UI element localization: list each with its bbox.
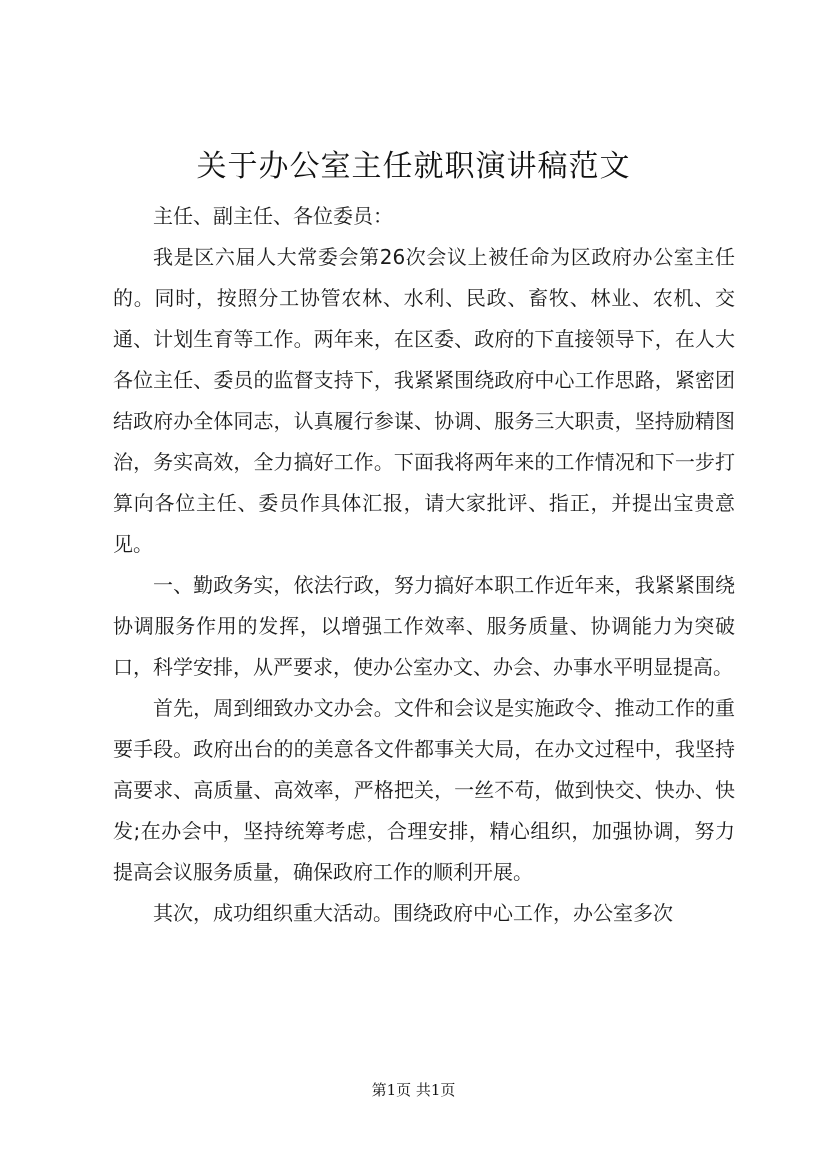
document-body bbox=[113, 196, 735, 934]
page-number-label: 第1页 共1页 bbox=[371, 1081, 456, 1099]
paragraph-3: 首先，周到细致办文办会。文件和会议是实施政令、推动工作的重要手段。政府出台的的美意各文件都事关大局，在办文过程中，我坚持高要求、高质量、高效率，严格把关，一丝不苟，做到快交、快办、快发;在办会中，坚持统筹考虑，合理安排，精心组织，加强协调，努力提高会议服务质量，确保政府工作的顺利开展。 bbox=[113, 696, 735, 884]
paragraph-1: 我是区六届人大常委会第26次会议上被任命为区政府办公室主任的。同时，按照分工协管农林、水利、民政、畜牧、林业、农机、交通、计划生育等工作。两年来，在区委、政府的下直接领导下，在人大各位主任、委员的监督支持下，我紧紧围绕政府中心工作思路，紧密团结政府办全体同志，认真履行参谋、协调、服务三大职责，坚持励精图治，务实高效，全力搞好工作。下面我将两年来的工作情况和下一步打算向各位主任、委员作具体汇报，请大家批评、指正，并提出宝贵意见。 bbox=[113, 245, 735, 556]
paragraph-2: 一、勤政务实，依法行政，努力搞好本职工作近年来，我紧紧围绕协调服务作用的发挥，以增强工作效率、服务质量、协调能力为突破口，科学安排，从严要求，使办公室办文、办会、办事水平明显提高。 bbox=[113, 573, 735, 679]
page-footer bbox=[0, 1078, 827, 1102]
paragraph-4: 其次，成功组织重大活动。围绕政府中心工作，办公室多次 bbox=[153, 901, 673, 925]
salutation: 主任、副主任、各位委员： bbox=[153, 204, 393, 228]
document-title: 关于办公室主任就职演讲稿范文 bbox=[196, 149, 631, 184]
